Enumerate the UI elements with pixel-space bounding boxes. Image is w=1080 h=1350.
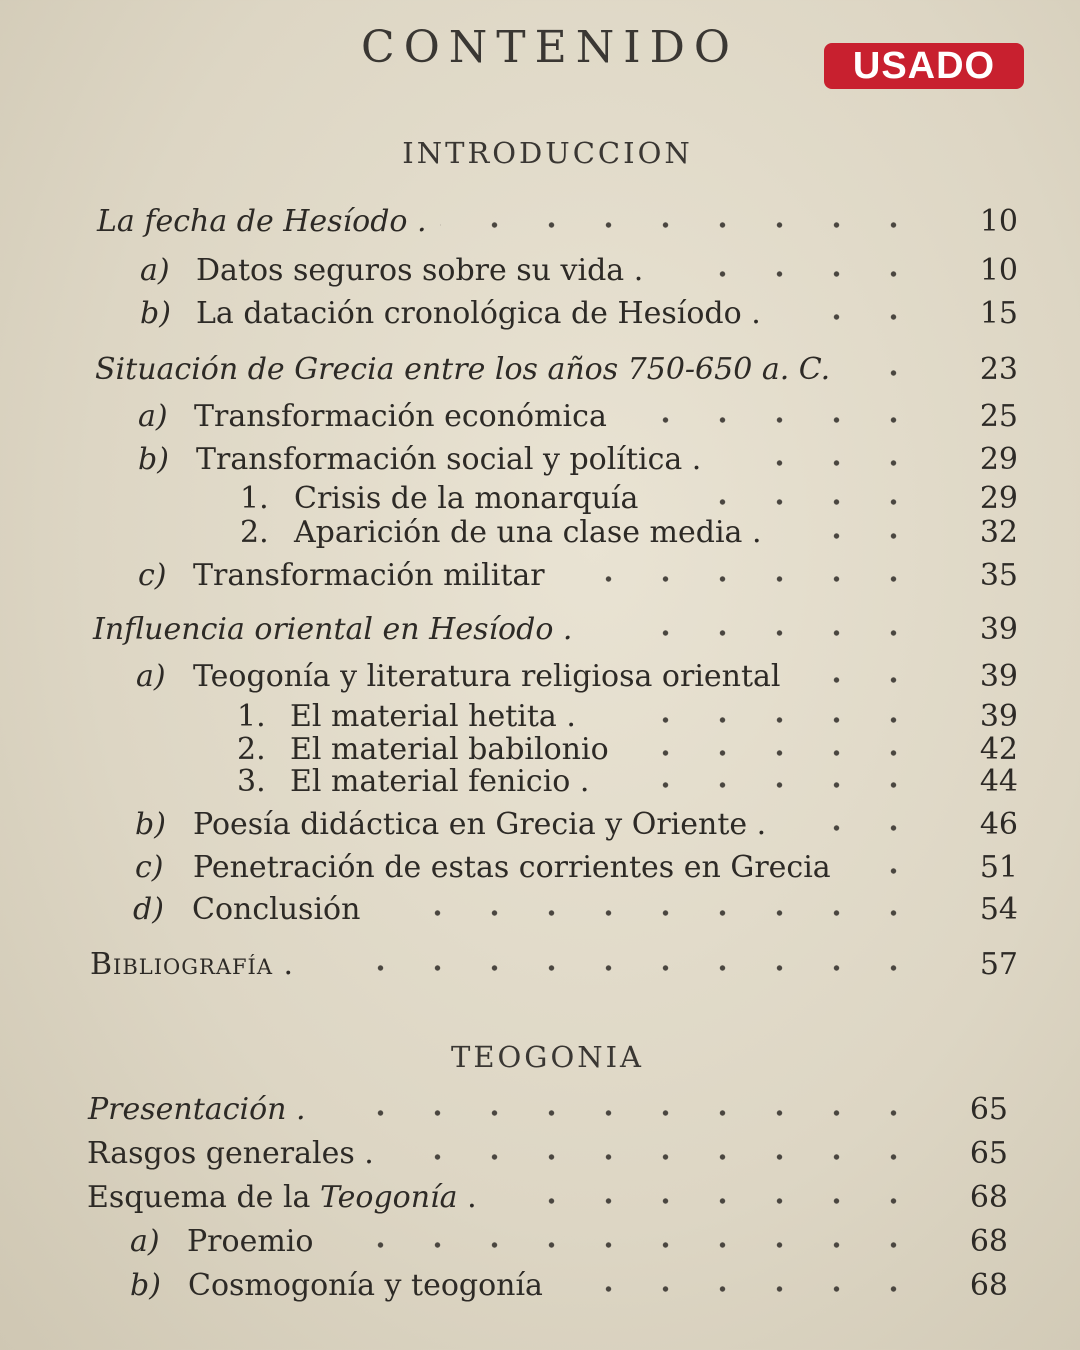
leader-dots bbox=[384, 1153, 922, 1161]
toc-entry-label: Bibliografía . bbox=[90, 947, 295, 982]
leader-dots bbox=[614, 629, 922, 637]
leader-dots bbox=[556, 1285, 922, 1293]
toc-entry bbox=[0, 1222, 1080, 1262]
toc-entry-page: 25 bbox=[979, 399, 1018, 434]
toc-entry-page: 51 bbox=[979, 850, 1018, 885]
toc-entry-page: 32 bbox=[979, 515, 1018, 550]
toc-entry-label: Conclusión bbox=[192, 892, 361, 927]
toc-entry-label-text: Esquema de la bbox=[87, 1180, 320, 1215]
toc-entry bbox=[0, 610, 1080, 650]
toc-entry-marker: a) bbox=[140, 253, 170, 288]
toc-entry-label: La fecha de Hesíodo . bbox=[97, 204, 427, 239]
toc-entry bbox=[0, 657, 1080, 697]
toc-entry-page: 35 bbox=[979, 558, 1018, 593]
toc-entry-label: Proemio bbox=[187, 1224, 314, 1259]
toc-entry bbox=[0, 848, 1080, 888]
toc-entry-marker: c) bbox=[135, 850, 164, 885]
toc-entry bbox=[0, 556, 1080, 596]
toc-entry bbox=[0, 397, 1080, 437]
toc-entry-label: Transformación social y política . bbox=[196, 442, 702, 477]
leader-dots bbox=[498, 1197, 922, 1205]
toc-entry-page: 10 bbox=[979, 204, 1018, 239]
toc-entry-marker: 2. bbox=[240, 515, 269, 550]
toc-entry-label: Datos seguros sobre su vida . bbox=[196, 253, 644, 288]
toc-entry-label: Penetración de estas corrientes en Grecia bbox=[193, 850, 831, 885]
toc-entry bbox=[0, 805, 1080, 845]
toc-entry-marker: 1. bbox=[240, 481, 269, 516]
leader-dots bbox=[556, 575, 922, 583]
toc-entry-label: Crisis de la monarquía bbox=[294, 481, 639, 516]
toc-entry-page: 39 bbox=[979, 612, 1018, 647]
toc-entry bbox=[0, 251, 1080, 291]
leader-dots bbox=[614, 716, 922, 724]
leader-dots bbox=[728, 459, 922, 467]
toc-entry-page: 65 bbox=[969, 1092, 1008, 1127]
toc-entry-label: Cosmogonía y teogonía bbox=[188, 1268, 543, 1303]
toc-entry-page: 39 bbox=[979, 659, 1018, 694]
toc-entry-label: Teogonía y literatura religiosa oriental bbox=[193, 659, 781, 694]
leader-dots bbox=[842, 369, 922, 377]
leader-dots bbox=[614, 781, 922, 789]
leader-dots bbox=[785, 532, 922, 540]
toc-entry bbox=[0, 1090, 1080, 1130]
toc-entry-marker: a) bbox=[138, 399, 168, 434]
toc-entry-page: 54 bbox=[979, 892, 1018, 927]
toc-entry bbox=[0, 294, 1080, 334]
toc-entry-marker: b) bbox=[138, 442, 169, 477]
leader-dots bbox=[842, 867, 922, 875]
toc-entry-label: Influencia oriental en Hesíodo . bbox=[93, 612, 573, 647]
toc-entry bbox=[0, 1266, 1080, 1306]
toc-entry-marker: b) bbox=[130, 1268, 161, 1303]
leader-dots bbox=[785, 676, 922, 684]
toc-entry-marker: d) bbox=[133, 892, 164, 927]
leader-dots bbox=[328, 1241, 922, 1249]
toc-entry-page: 65 bbox=[969, 1136, 1008, 1171]
section-heading-teogonia: TEOGONIA bbox=[450, 1040, 644, 1074]
toc-entry-page: 68 bbox=[969, 1224, 1008, 1259]
toc-entry bbox=[0, 945, 1080, 985]
leader-dots bbox=[328, 1109, 922, 1117]
toc-entry bbox=[0, 1178, 1080, 1218]
toc-entry-label: El material fenicio . bbox=[290, 764, 590, 799]
toc-entry bbox=[0, 513, 1080, 553]
toc-entry-label: La datación cronológica de Hesíodo . bbox=[196, 296, 761, 331]
toc-entry-marker: a) bbox=[130, 1224, 160, 1259]
toc-entry-page: 68 bbox=[969, 1268, 1008, 1303]
toc-entry-label: Aparición de una clase media . bbox=[294, 515, 762, 550]
toc-entry-page: 10 bbox=[979, 253, 1018, 288]
leader-dots bbox=[614, 416, 922, 424]
toc-entry-label: Situación de Grecia entre los años 750-650 a. C. bbox=[95, 352, 831, 387]
toc-entry bbox=[0, 890, 1080, 930]
toc-entry-label-emphasis: Teogonía bbox=[319, 1180, 458, 1215]
toc-entry-marker: b) bbox=[135, 807, 166, 842]
leader-dots bbox=[614, 749, 922, 757]
toc-entry bbox=[0, 440, 1080, 480]
leader-dots bbox=[785, 824, 922, 832]
toc-entry-page: 44 bbox=[979, 764, 1018, 799]
toc-entry-label: El material hetita . bbox=[290, 699, 576, 734]
toc-entry-page: 68 bbox=[969, 1180, 1008, 1215]
toc-entry-marker: a) bbox=[136, 659, 166, 694]
toc-entry-label-tail: . bbox=[457, 1180, 477, 1215]
toc-entry bbox=[0, 762, 1080, 802]
toc-entry-page: 39 bbox=[979, 699, 1018, 734]
toc-entry-page: 57 bbox=[979, 947, 1018, 982]
toc-entry-marker: 1. bbox=[237, 699, 266, 734]
toc-entry-label: Presentación . bbox=[88, 1092, 306, 1127]
toc-entry-marker: 3. bbox=[237, 764, 266, 799]
toc-entry bbox=[0, 1134, 1080, 1174]
toc-entry-label: El material babilonio bbox=[290, 732, 609, 767]
used-badge: USADO bbox=[824, 43, 1024, 89]
section-heading-introduccion: INTRODUCCION bbox=[402, 136, 693, 170]
toc-entry-label: Poesía didáctica en Grecia y Oriente . bbox=[193, 807, 767, 842]
leader-dots bbox=[785, 313, 922, 321]
toc-entry-marker: 2. bbox=[237, 732, 266, 767]
toc-entry-label bbox=[87, 1178, 477, 1218]
toc-entry-page: 29 bbox=[979, 481, 1018, 516]
leader-dots bbox=[440, 221, 922, 229]
toc-entry-page: 15 bbox=[979, 296, 1018, 331]
toc-entry-marker: c) bbox=[138, 558, 167, 593]
toc-entry-label: Transformación económica bbox=[194, 399, 607, 434]
toc-entry-page: 29 bbox=[979, 442, 1018, 477]
leader-dots bbox=[670, 270, 922, 278]
leader-dots bbox=[670, 498, 922, 506]
toc-entry-page: 46 bbox=[979, 807, 1018, 842]
toc-entry-marker: b) bbox=[140, 296, 171, 331]
toc-entry bbox=[0, 202, 1080, 242]
toc-entry-page: 42 bbox=[979, 732, 1018, 767]
leader-dots bbox=[384, 909, 922, 917]
leader-dots bbox=[328, 964, 922, 972]
toc-entry-page: 23 bbox=[979, 352, 1018, 387]
toc-entry-label: Rasgos generales . bbox=[87, 1136, 374, 1171]
toc-entry bbox=[0, 350, 1080, 390]
page-title: CONTENIDO bbox=[361, 22, 739, 73]
toc-entry-label: Transformación militar bbox=[193, 558, 545, 593]
